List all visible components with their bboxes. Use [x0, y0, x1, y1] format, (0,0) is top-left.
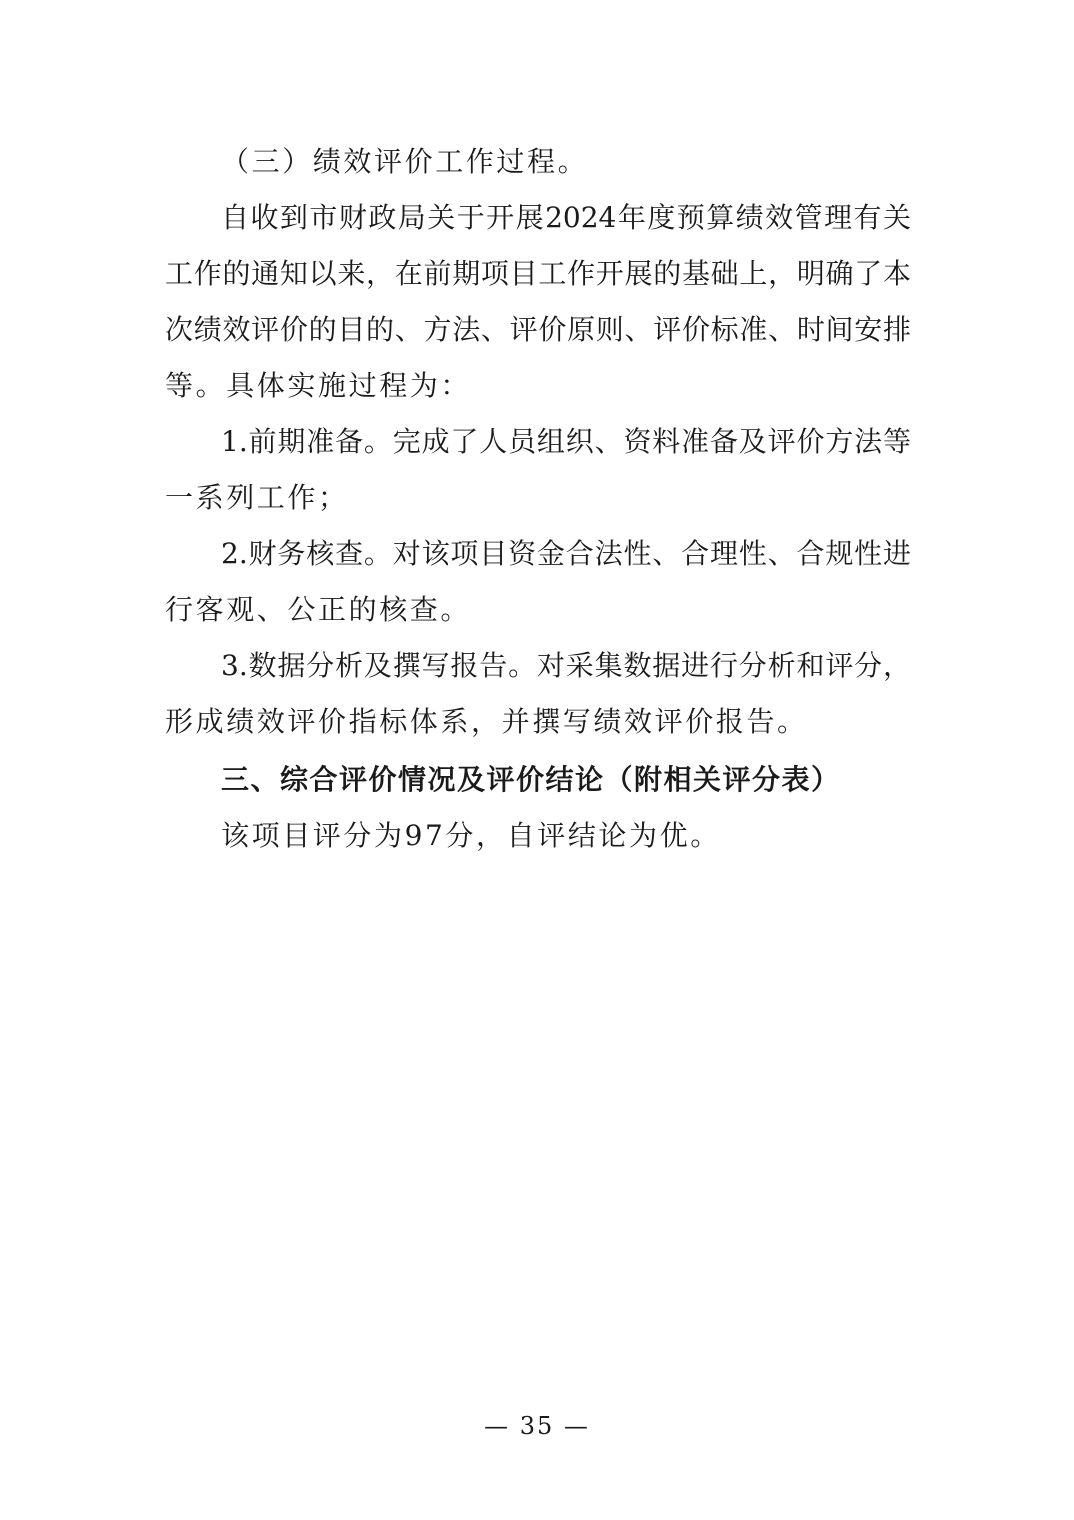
section-title: （三）绩效评价工作过程。 [221, 145, 589, 178]
paragraph-line: 工作的通知以来，在前期项目工作开展的基础上，明确了本 [165, 257, 911, 290]
paragraph-line: 等。具体实施过程为： [165, 369, 472, 402]
paragraph-line: 次绩效评价的目的、方法、评价原则、评价标准、时间安排 [165, 313, 911, 346]
paragraph-line: 行客观、公正的核查。 [165, 593, 472, 626]
document-body [165, 134, 911, 864]
paragraph-line: 形成绩效评价指标体系，并撰写绩效评价报告。 [165, 705, 808, 738]
paragraph-line: 自收到市财政局关于开展2024年度预算绩效管理有关 [221, 201, 911, 234]
step-financial-audit [165, 526, 911, 638]
conclusion-text: 该项目评分为97分，自评结论为优。 [221, 819, 721, 852]
page-number: — 35 — [484, 1412, 590, 1440]
section-heading: 三、综合评价情况及评价结论（附相关评分表） [221, 763, 841, 796]
step-preparation [165, 414, 911, 526]
paragraph-line: 一系列工作； [165, 481, 349, 514]
paragraph-process-intro [165, 190, 911, 414]
paragraph-line: 1.前期准备。完成了人员组织、资料准备及评价方法等 [221, 425, 911, 458]
step-data-analysis [165, 638, 911, 750]
paragraph-line: 2.财务核查。对该项目资金合法性、合理性、合规性进 [221, 537, 911, 570]
paragraph-line: 3.数据分析及撰写报告。对采集数据进行分析和评分， [221, 649, 911, 682]
